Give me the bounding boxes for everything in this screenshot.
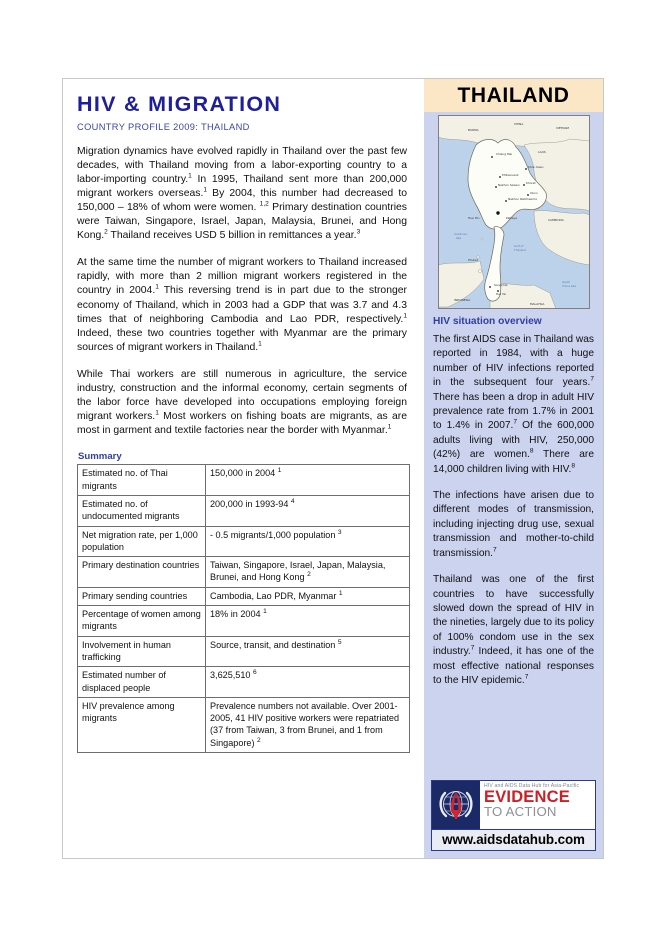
table-cell-key: Estimated number of displaced people	[78, 667, 206, 698]
svg-text:Nakhon Sawan: Nakhon Sawan	[497, 183, 520, 187]
map-container	[424, 112, 603, 313]
table-row	[78, 495, 410, 526]
country-name: THAILAND	[457, 83, 570, 107]
page-subtitle: COUNTRY PROFILE 2009: THAILAND	[77, 121, 250, 132]
un-wreath-aids-ribbon-icon	[432, 781, 480, 829]
page-title: HIV & MIGRATION	[77, 92, 282, 116]
body-paragraph: While Thai workers are still numerous in agriculture, the service industry, construction and the informal economy, certain segments of the labor force have developed into occupations employing foreign migrant workers.$^1$ Most workers on fishing boats are migrants, as are most in garment and textile factories near the border with Myanmar.$^1$	[77, 368, 407, 437]
svg-text:South: South	[561, 280, 570, 284]
svg-text:INDONESIA: INDONESIA	[453, 298, 470, 302]
svg-text:Khorat: Khorat	[525, 181, 536, 185]
svg-text:Songkhla: Songkhla	[493, 283, 507, 287]
sidebar-column	[423, 79, 603, 858]
svg-text:VIETNAM: VIETNAM	[555, 126, 569, 130]
body-paragraph: At the same time the number of migrant workers to Thailand increased rapidly, with more than 2 million migrant workers registered in the country in 2004.$^1$ This reversing trend is in part due to the stronger economy of Thailand, which in 2003 had a GDP that was 3.7 and 4.3 times that of neighboring Cambodia and Lao PDR, respectively.$^1$ Indeed, these two countries together with Myanmar are the primary sources of migrant workers in Thailand.$^1$	[77, 257, 407, 353]
svg-text:MALAYSIA: MALAYSIA	[529, 302, 544, 306]
hiv-overview-heading: HIV situation overview	[433, 316, 542, 327]
table-cell-value: Prevalence numbers not available. Over 2001-2005, 41 HIV positive workers were repatriated (37 from Taiwan, 3 from Brunei, and 1 from Singapore) $^2$	[206, 697, 410, 752]
svg-text:BURMA: BURMA	[467, 128, 479, 132]
table-row	[78, 697, 410, 752]
svg-text:Hat Yai: Hat Yai	[495, 292, 506, 296]
svg-text:Thailand: Thailand	[513, 248, 526, 252]
website-url[interactable]: www.aidsdatahub.com	[432, 829, 595, 850]
table-row	[78, 606, 410, 637]
hiv-overview-paragraph: Thailand was one of the first countries to have successfully slowed down the spread of HIV in the nineties, largely due to its policy of 100% condom use in the sex industry.$^7$ Indeed, it has one of the most effective national responses to the HIV epidemic.$^7$	[433, 574, 594, 686]
main-content-column	[63, 79, 423, 858]
svg-text:Hua Hin: Hua Hin	[467, 216, 480, 220]
svg-text:Andaman: Andaman	[453, 232, 467, 236]
logo-evidence-text: EVIDENCE	[484, 788, 570, 806]
table-cell-value: 200,000 in 1993-94 $^4$	[206, 495, 410, 526]
svg-text:Ubon: Ubon	[529, 191, 538, 195]
thailand-map-image	[438, 115, 590, 309]
svg-text:China Sea: China Sea	[561, 284, 576, 288]
table-cell-key: HIV prevalence among migrants	[78, 697, 206, 752]
svg-text:Gulf of: Gulf of	[513, 244, 523, 248]
table-cell-value: Taiwan, Singapore, Israel, Japan, Malaysia, Brunei, and Hong Kong $^2$	[206, 557, 410, 588]
table-row	[78, 526, 410, 557]
svg-text:CAMBODIA: CAMBODIA	[547, 218, 564, 222]
svg-text:Pattaya: Pattaya	[505, 216, 517, 220]
table-cell-key: Net migration rate, per 1,000 population	[78, 526, 206, 557]
table-cell-key: Involvement in human trafficking	[78, 636, 206, 667]
table-cell-value: Cambodia, Lao PDR, Myanmar $^1$	[206, 587, 410, 605]
table-cell-value: 3,625,510 $^6$	[206, 667, 410, 698]
country-banner	[424, 79, 603, 112]
table-row	[78, 667, 410, 698]
table-cell-key: Percentage of women among migrants	[78, 606, 206, 637]
summary-label: Summary	[78, 451, 122, 463]
summary-table	[77, 464, 410, 753]
svg-text:Phuket: Phuket	[467, 258, 478, 262]
document-page	[62, 78, 604, 859]
evidence-to-action-logo[interactable]	[431, 780, 596, 851]
svg-text:Chiang Mai: Chiang Mai	[495, 152, 512, 156]
svg-text:LAOS: LAOS	[537, 150, 546, 154]
table-cell-value: 18% in 2004 $^1$	[206, 606, 410, 637]
hiv-overview-paragraph: The first AIDS case in Thailand was reported in 1984, with a huge number of HIV infections reported in the subsequent four years.$^7$ There has been a drop in adult HIV prevalence rate from 1.7% in 2001 to 1.4% in 2007.$^7$ Of the 600,000 adults living with HIV, 250,000 (42%) are women.$^8$ There are 14,000 children living with HIV.$^8$	[433, 334, 594, 475]
table-cell-value: Source, transit, and destination $^5$	[206, 636, 410, 667]
svg-text:CHINA: CHINA	[513, 122, 523, 126]
logo-tagline: HIV and AIDS Data Hub for Asia-Pacific	[484, 783, 580, 789]
table-cell-value: - 0.5 migrants/1,000 population $^3$	[206, 526, 410, 557]
table-cell-key: Primary sending countries	[78, 587, 206, 605]
svg-text:Khon Kaen: Khon Kaen	[527, 165, 543, 169]
hiv-overview-paragraph: The infections have arisen due to different modes of transmission, including injecting drug use, sexual transmission and mother-to-child transmission.$^7$	[433, 490, 594, 559]
table-cell-key: Estimated no. of Thai migrants	[78, 465, 206, 496]
table-row	[78, 557, 410, 588]
body-paragraph: Migration dynamics have evolved rapidly in Thailand over the past few decades, with Thailand moving from a labor-exporting country to a labor-importing country.$^1$ In 1995, Thailand sent more than 200,000 migrant workers overseas.$^1$ By 2004, this number had decreased to 150,000 – 18% of whom were women. $^{1,2}$ Primary destination countries were Taiwan, Singapore, Israel, Japan, Malaysia, Brunei, and Hong Kong.$^2$ Thailand receives USD 5 billion in remittances a year.$^3$	[77, 145, 408, 242]
svg-text:Sea: Sea	[455, 236, 461, 240]
table-cell-key: Estimated no. of undocumented migrants	[78, 495, 206, 526]
table-row	[78, 587, 410, 605]
table-cell-key: Primary destination countries	[78, 557, 206, 588]
svg-text:Nakhon Ratchasima: Nakhon Ratchasima	[507, 197, 537, 201]
table-row	[78, 465, 410, 496]
logo-to-action-text: TO ACTION	[484, 804, 557, 819]
table-cell-value: 150,000 in 2004 $^1$	[206, 465, 410, 496]
svg-text:Phitsanulok: Phitsanulok	[501, 173, 519, 177]
table-row	[78, 636, 410, 667]
